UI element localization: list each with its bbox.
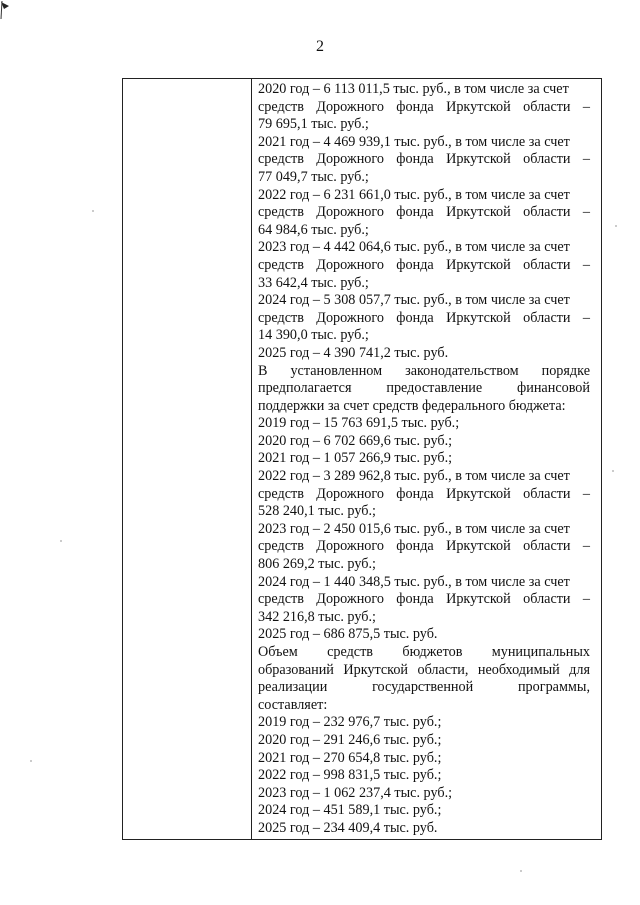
text-line: средств Дорожного фонда Иркутской области – xyxy=(258,309,590,326)
text-line: 2019 год – 15 763 691,5 тыс. руб.; xyxy=(258,415,460,432)
text-line: 2021 год – 1 057 266,9 тыс. руб.; xyxy=(258,450,453,467)
text-line: 2023 год – 4 442 064,6 тыс. руб., в том числе за счет xyxy=(258,239,570,256)
text-line: 2019 год – 232 976,7 тыс. руб.; xyxy=(258,714,442,731)
text-line: Объем средств бюджетов муниципальных xyxy=(258,644,590,660)
text-line: 528 240,1 тыс. руб.; xyxy=(258,503,376,520)
table-right-cell xyxy=(258,81,590,838)
page-number: 2 xyxy=(316,38,324,55)
text-line: реализации государственной программы, xyxy=(258,679,590,696)
text-line: 2020 год – 6 113 011,5 тыс. руб., в том числе за счет xyxy=(258,81,569,97)
text-line: 2023 год – 2 450 015,6 тыс. руб., в том числе за счет xyxy=(258,520,570,537)
content-table xyxy=(122,78,602,840)
text-line: средств Дорожного фонда Иркутской области – xyxy=(258,204,590,221)
text-line: средств Дорожного фонда Иркутской области – xyxy=(258,98,590,115)
text-line: 2025 год – 4 390 741,2 тыс. руб. xyxy=(258,344,449,361)
text-line: 2021 год – 270 654,8 тыс. руб.; xyxy=(258,749,442,766)
text-line: 64 984,6 тыс. руб.; xyxy=(258,221,369,238)
text-line: предполагается предоставление финансовой xyxy=(258,380,590,397)
text-line: 2024 год – 5 308 057,7 тыс. руб., в том числе за счет xyxy=(258,292,570,309)
text-line: 806 269,2 тыс. руб.; xyxy=(258,556,376,573)
text-line: поддержки за счет средств федерального бюджета: xyxy=(258,397,566,414)
text-line: 77 049,7 тыс. руб.; xyxy=(258,168,369,185)
text-line: образований Иркутской области, необходимый для xyxy=(258,661,590,678)
text-line: 2025 год – 686 875,5 тыс. руб. xyxy=(258,626,438,643)
text-line: средств Дорожного фонда Иркутской области – xyxy=(258,256,590,273)
text-line: 2025 год – 234 409,4 тыс. руб. xyxy=(258,819,438,836)
text-line: 14 390,0 тыс. руб.; xyxy=(258,327,369,344)
table-left-cell xyxy=(123,79,251,839)
text-line: 2020 год – 291 246,6 тыс. руб.; xyxy=(258,731,442,748)
text-line: 2023 год – 1 062 237,4 тыс. руб.; xyxy=(258,784,453,801)
text-line: 33 642,4 тыс. руб.; xyxy=(258,274,369,291)
text-line: составляет: xyxy=(258,696,328,713)
text-line: 2024 год – 451 589,1 тыс. руб.; xyxy=(258,802,442,819)
text-line: средств Дорожного фонда Иркутской области – xyxy=(258,591,590,608)
text-line: 2022 год – 3 289 962,8 тыс. руб., в том числе за счет xyxy=(258,468,570,485)
text-line: 342 216,8 тыс. руб.; xyxy=(258,608,376,625)
text-line: средств Дорожного фонда Иркутской области – xyxy=(258,538,590,555)
text-line: 2024 год – 1 440 348,5 тыс. руб., в том числе за счет xyxy=(258,573,570,590)
text-line: 2020 год – 6 702 669,6 тыс. руб.; xyxy=(258,432,453,449)
text-line: 79 695,1 тыс. руб.; xyxy=(258,116,369,133)
text-line: средств Дорожного фонда Иркутской области – xyxy=(258,151,590,168)
text-line: В установленном законодательством порядке xyxy=(258,362,590,379)
text-line: 2022 год – 6 231 661,0 тыс. руб., в том числе за счет xyxy=(258,186,570,203)
text-line: 2021 год – 4 469 939,1 тыс. руб., в том числе за счет xyxy=(258,133,570,150)
column-divider xyxy=(251,79,252,839)
text-line: средств Дорожного фонда Иркутской области – xyxy=(258,485,590,502)
text-line: 2022 год – 998 831,5 тыс. руб.; xyxy=(258,767,442,784)
scan-corner-mark xyxy=(0,0,14,20)
